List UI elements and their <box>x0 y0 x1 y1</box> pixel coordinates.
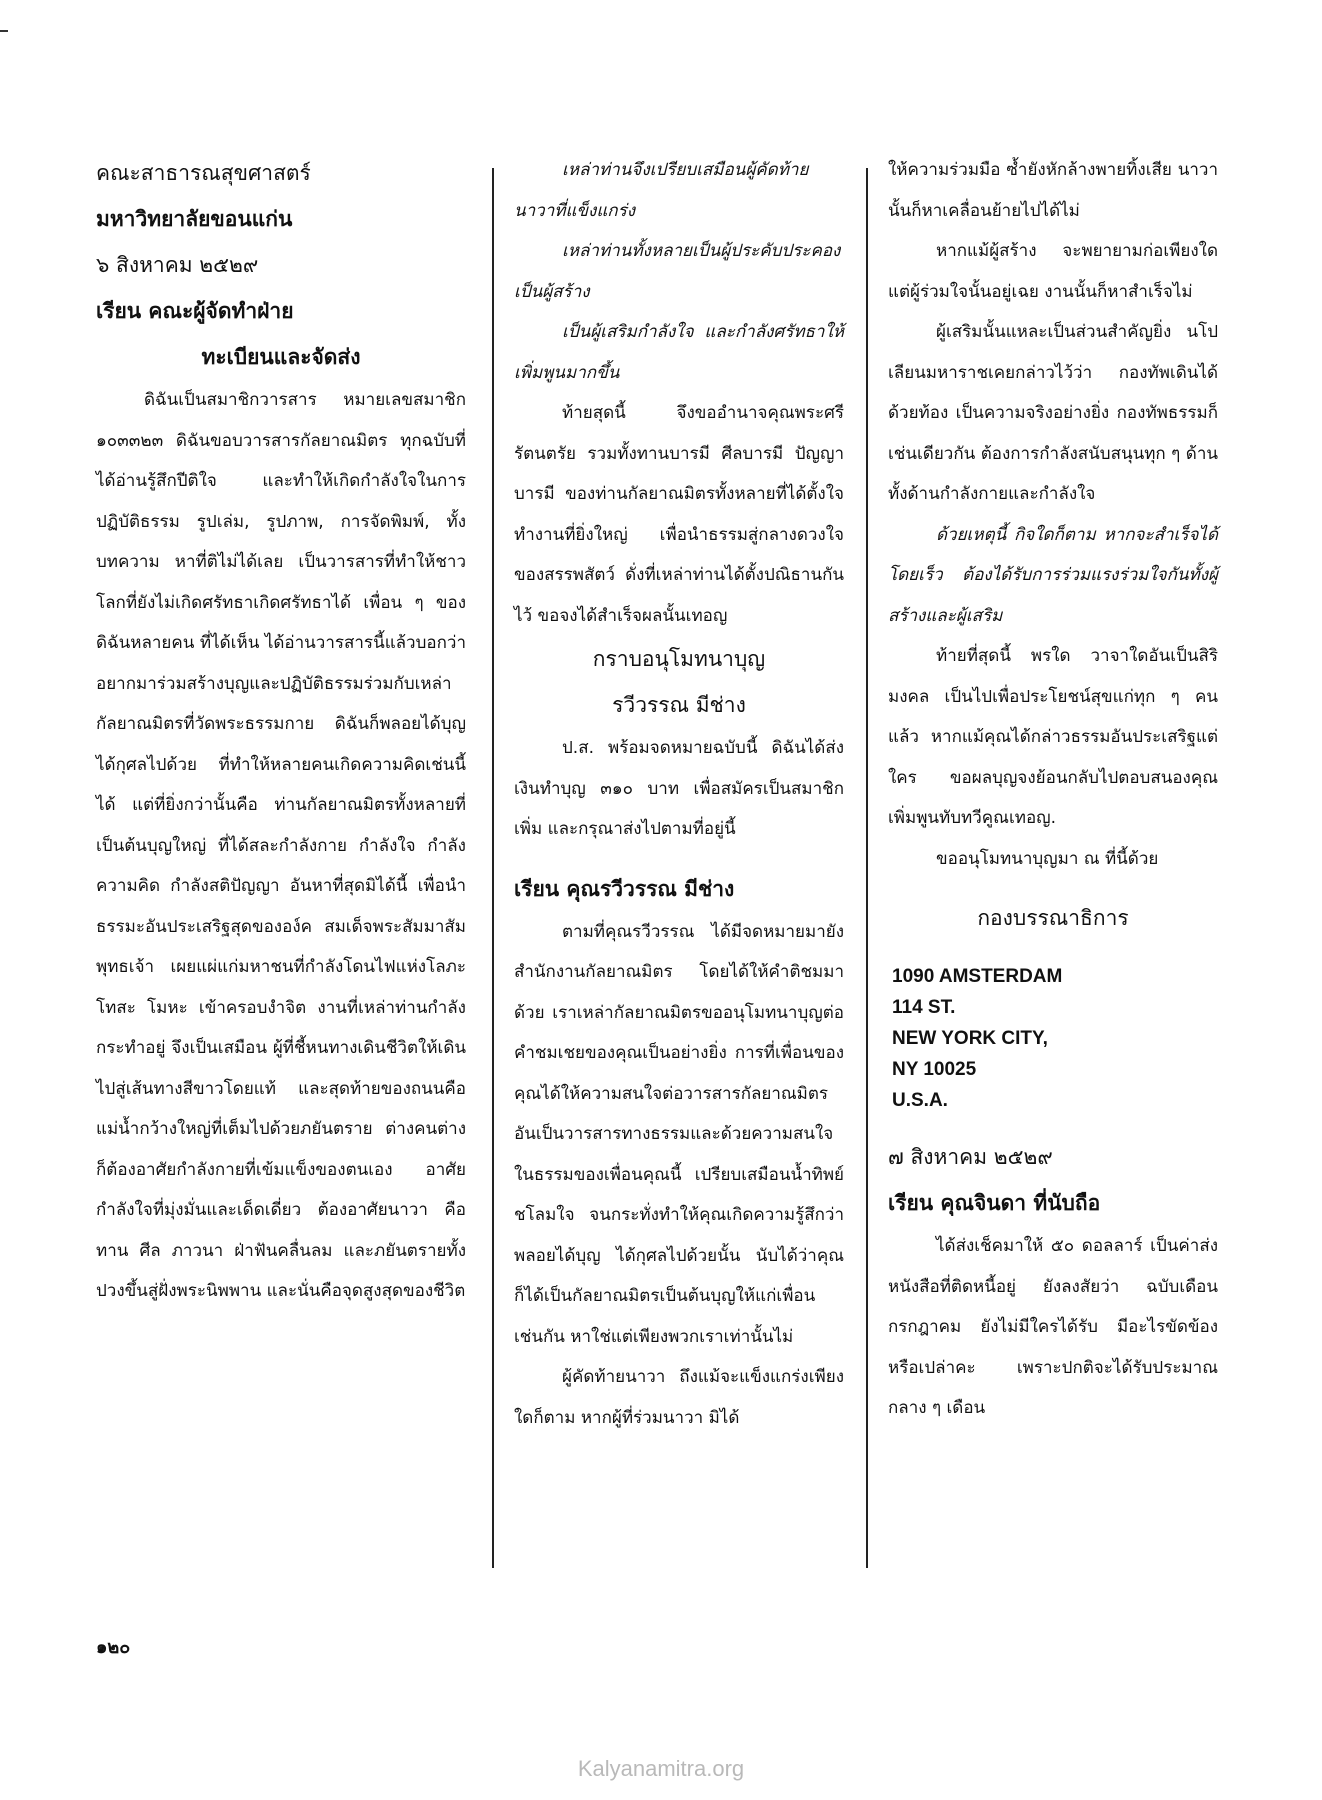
editorial-board: กองบรรณาธิการ <box>977 906 1129 930</box>
address-line: 1090 AMSTERDAM <box>892 966 1063 987</box>
letter-conclusion: ท้ายสุดนี้ จึงขออำนาจคุณพระศรีรัตนตรัย รวมทั้งทานบารมี ศีลบารมี ปัญญาบารมี ของท่านกัลยาณมิตรทั้งหลายที่ได้ตั้งใจทำงานที่ยิ่งใหญ่ เพื่อนำธรรมสู่กลางดวงใจของสรรพสัตว์ ดั่งที่เหล่าท่านได้ตั้งปณิธานกันไว้ ขอจงได้สำเร็จผลนั้นเทอญ <box>514 403 844 626</box>
salutation-line2: ทะเบียนและจัดส่ง <box>201 345 361 369</box>
salutation: เรียน คุณจินดา ที่นับถือ <box>888 1191 1101 1215</box>
address-line: NEW YORK CITY, <box>892 1028 1048 1049</box>
column-divider <box>492 168 494 1568</box>
quote-line: เป็นผู้เสริมกำลังใจ และกำลังศรัทธาให้เพิ่มพูนมากขึ้น <box>514 322 844 383</box>
postscript: ป.ส. พร้อมจดหมายฉบับนี้ ดิฉันได้ส่งเงินทำบุญ ๓๑๐ บาท เพื่อสมัครเป็นสมาชิกเพิ่ม และกรุณาส่งไปตามที่อยู่นี้ <box>514 738 844 839</box>
closing: กราบอนุโมทนาบุญ <box>592 647 766 671</box>
column-right <box>888 150 1218 1429</box>
reply-body: ตามที่คุณรวีวรรณ ได้มีจดหมายมายังสำนักงานกัลยาณมิตร โดยได้ให้คำติชมมาด้วย เราเหล่ากัลยาณมิตรขออนุโมทนาบุญต่อคำชมเชยของคุณเป็นอย่างยิ่ง การที่เพื่อนของคุณได้ให้ความสนใจต่อวารสารกัลยาณมิตรอันเป็นวารสารทางธรรมและด้วยความสนใจในธรรมของเพื่อนคุณนี้ เปรียบเสมือนน้ำทิพย์ชโลมใจ จนกระทั่งทำให้คุณเกิดความรู้สึกว่าพลอยได้บุญ ได้กุศลไปด้วยนั้น นับได้ว่าคุณก็ได้เป็นกัลยาณมิตรเป็นต้นบุญให้แก่เพื่อนเช่นกัน หาใช่แต่เพียงพวกเราเท่านั้นไม่ <box>514 921 844 1347</box>
column-divider <box>866 168 868 1568</box>
watermark: Kalyanamitra.org <box>577 1756 745 1781</box>
address-line: U.S.A. <box>892 1090 948 1111</box>
quote-line: เหล่าท่านจึงเปรียบเสมือนผู้คัดท้ายนาวาที่แข็งแกร่ง <box>514 160 809 221</box>
reply-body: ให้ความร่วมมือ ซ้ำยังหักล้างพายทิ้งเสีย นาวานั้นก็หาเคลื่อนย้ายไปได้ไม่ <box>888 160 1218 221</box>
letter-date: ๖ สิงหาคม ๒๕๒๙ <box>96 253 259 277</box>
signature: รวีวรรณ มีช่าง <box>612 693 746 717</box>
address-block <box>892 961 1218 1116</box>
page-number: ๑๒๐ <box>96 1637 131 1658</box>
margin-tick <box>0 30 8 32</box>
reply-salutation: เรียน คุณรวีวรรณ มีช่าง <box>514 876 735 901</box>
column-left <box>96 150 466 1312</box>
reply-body-italic: ด้วยเหตุนี้ กิจใดก็ตาม หากจะสำเร็จได้โดยเร็ว ต้องได้รับการร่วมแรงร่วมใจกันทั้งผู้สร้างและผู้เสริม <box>888 524 1218 626</box>
sender-org-line2: มหาวิทยาลัยขอนแก่น <box>96 207 293 231</box>
reply-body: ท้ายที่สุดนี้ พรใด วาจาใดอันเป็นสิริมงคล เป็นไปเพื่อประโยชน์สุขแก่ทุก ๆ คนแล้ว หากแม้คุณได้กล่าวธรรมอันประเสริฐแต่ใคร ขอผลบุญจงย้อนกลับไปตอบสนองคุณ เพิ่มพูนทับทวีคูณเทอญ. <box>888 646 1218 828</box>
sender-org-line1: คณะสาธารณสุขศาสตร์ <box>96 161 311 185</box>
letter-body: ดิฉันเป็นสมาชิกวารสาร หมายเลขสมาชิก ๑๐๓๓๒๓ ดิฉันขอบวารสารกัลยาณมิตร ทุกฉบับที่ได้อ่านรู้สึกปีติใจ และทำให้เกิดกำลังใจในการปฏิบัติธรรม รูปเล่ม, รูปภาพ, การจัดพิมพ์, ทั้งบทความ หาที่ติไม่ได้เลย เป็นวารสารที่ทำให้ชาวโลกที่ยังไม่เกิดศรัทธาเกิดศรัทธาได้ เพื่อน ๆ ของดิฉันหลายคน ที่ได้เห็น ได้อ่านวารสารนี้แล้วบอกว่า อยากมาร่วมสร้างบุญและปฏิบัติธรรมร่วมกับเหล่ากัลยาณมิตรที่วัดพระธรรมกาย ดิฉันก็พลอยได้บุญได้กุศลไปด้วย ที่ทำให้หลายคนเกิดความคิดเช่นนี้ได้ แต่ที่ยิ่งกว่านั้นคือ ท่านกัลยาณมิตรทั้งหลายที่เป็นต้นบุญใหญ่ ที่ได้สละกำลังกาย กำลังใจ กำลังความคิด กำลังสติปัญญา อันหาที่สุดมิได้นี้ เพื่อนำธรรมะอันประเสริฐสุดขององ์ค สมเด็จพระสัมมาสัมพุทธเจ้า เผยแผ่แก่มหาชนที่กำลังโดนไฟแห่งโลภะ โทสะ โมหะ เข้าครอบงำจิต งานที่เหล่าท่านกำลังกระทำอยู่ จึงเป็นเสมือน ผู้ที่ชี้หนทางเดินชีวิตให้เดินไปสู่เส้นทางสีขาวโดยแท้ และสุดท้ายของถนนคือ แม่น้ำกว้างใหญ่ที่เต็มไปด้วยภยันตราย ต่างคนต่างก็ต้องอาศัยกำลังกายที่เข้มแข็งของตนเอง อาศัยกำลังใจที่มุ่งมั่นและเด็ดเดี่ยว ต้องอาศัยนาวา คือ ทาน ศีล ภาวนา ฝ่าฟันคลื่นลม และภยันตรายทั้งปวงขึ้นสู่ฝั่งพระนิพพาน และนั่นคือจุดสูงสุดของชีวิต <box>96 390 466 1301</box>
reply-body: ผู้คัดท้ายนาวา ถึงแม้จะแข็งแกร่งเพียงใดก็ตาม หากผู้ที่ร่วมนาวา มิได้ <box>514 1367 844 1428</box>
column-middle <box>514 150 844 1438</box>
reply-body: ผู้เสริมนั้นแหละเป็นส่วนสำคัญยิ่ง นโปเลียนมหาราชเคยกล่าวไว้ว่า กองทัพเดินได้ด้วยท้อง เป็นความจริงอย่างยิ่ง กองทัพธรรมก็เช่นเดียวกัน ต้องการกำลังสนับสนุนทุก ๆ ด้าน ทั้งด้านกำลังกายและกำลังใจ <box>888 322 1218 504</box>
salutation-line1: เรียน คณะผู้จัดทำฝ่าย <box>96 299 294 323</box>
letter-body: ได้ส่งเช็คมาให้ ๕๐ ดอลลาร์ เป็นค่าส่งหนังสือที่ติดหนี้อยู่ ยังลงสัยว่า ฉบับเดือนกรกฎาคม ยังไม่มีใครได้รับ มีอะไรขัดข้องหรือเปล่าคะ เพราะปกติจะได้รับประมาณกลาง ๆ เดือน <box>888 1236 1218 1418</box>
quote-line: เหล่าท่านทั้งหลายเป็นผู้ประคับประคอง เป็นผู้สร้าง <box>514 241 841 302</box>
reply-closing: ขออนุโมทนาบุญมา ณ ที่นี้ด้วย <box>936 848 1159 869</box>
letter-date: ๗ สิงหาคม ๒๕๒๙ <box>888 1145 1053 1169</box>
address-line: 114 ST. <box>892 997 956 1018</box>
address-line: NY 10025 <box>892 1059 977 1080</box>
reply-body: หากแม้ผู้สร้าง จะพยายามก่อเพียงใด แต่ผู้ร่วมใจนั้นอยู่เฉย งานนั้นก็หาสำเร็จไม่ <box>888 241 1218 302</box>
